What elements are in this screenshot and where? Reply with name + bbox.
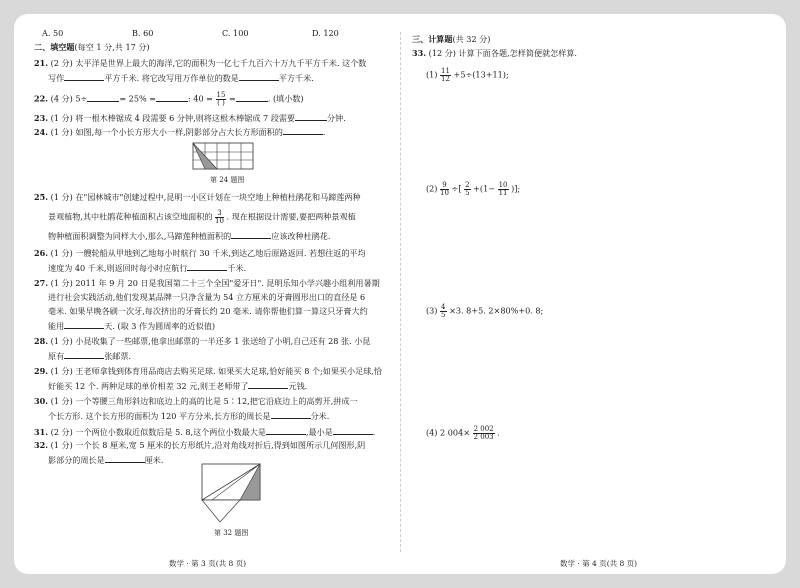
q26-line2: 速度为 40 千米,则返回时每小时应航行 千米. xyxy=(48,263,247,273)
q23-line: 23. (1 分) 将一根木棒锯成 4 段需要 6 分钟,则将这根木棒锯成 7 段需要 分钟. xyxy=(34,113,346,123)
q27-line3: 毫米. 如果早晚各刷一次牙,每次挤出的牙膏长约 20 毫米. 请你帮他们算一算这只牙膏大约 xyxy=(48,306,368,316)
q26-line1: 26. (1 分) 一艘轮船从甲地到乙地每小时航行 30 千米,到达乙地后原路返回. 若想往返的平均 xyxy=(34,248,366,258)
q30-line1: 30. (1 分) 一个等腰三角形斜边和底边上的高的比是 5∶12,把它沿底边上的高剪开,拼成一 xyxy=(34,396,358,406)
q33-part2: (2) $\frac{9}{10}$ ÷[ $\frac{2}{5}$ +(1− $\frac{10}{11}$ )]; xyxy=(426,181,521,197)
q32-line1: 32. (1 分) 一个长 8 厘米,宽 5 厘米的长方形纸片,沿对角线对折后,得到如图所示几何图形,阴 xyxy=(34,440,366,450)
q29-line2: 好能买 12 个. 两种足球的单价相差 32 元,则王老师带了 元钱. xyxy=(48,381,308,391)
q33-part4: (4) 2 004× $\frac{2 002}{2 003}$ . xyxy=(426,425,500,441)
q33-part1: (1) $\frac{11}{12}$ +5÷(13+11); xyxy=(426,67,509,83)
option-a: A. 50 xyxy=(42,28,64,38)
footer-right: 数学 · 第 4 页(共 8 页) xyxy=(560,559,638,568)
q32-line2: 影部分的周长是 厘米. xyxy=(48,455,164,465)
q28-line1: 28. (1 分) 小昆收集了一些邮票,他拿出邮票的一半还多 1 张送给了小明,自己还有 28 张. 小昆 xyxy=(34,336,371,346)
option-b: B. 60 xyxy=(132,28,154,38)
q31-line: 31. (2 分) 一个两位小数取近似数后是 5. 8,这个两位小数最大是 ,最小是 . xyxy=(34,427,376,437)
q27-line2: 进行社会实践活动,他们发现某品牌一只净含量为 54 立方厘米的牙膏圆形出口的直径是 6 xyxy=(48,292,366,302)
q30-line2: 个长方形. 这个长方形的面积为 120 平方分米,长方形的周长是 分米. xyxy=(48,411,330,421)
q32-figure xyxy=(192,462,272,526)
option-c: C. 100 xyxy=(222,28,249,38)
page-divider xyxy=(400,32,401,552)
q24-caption: 第 24 题图 xyxy=(210,176,245,184)
q21-line2: 写作 平方千米. 将它改写用万作单位的数是 平方千米. xyxy=(48,73,314,83)
q27-line1: 27. (1 分) 2011 年 9 月 20 日是我国第二十三个全国"爱牙日". 昆明乐知小学兴趣小组利用暑期 xyxy=(34,278,380,288)
option-d: D. 120 xyxy=(312,28,339,38)
q22-line: 22. (4 分) 5÷ = 25% = : 40 = $\frac{15}{( )}$ = . (填小数) xyxy=(34,91,304,107)
q32-caption: 第 32 题图 xyxy=(214,529,249,537)
q25-line3: 物种植面积调整为同样大小,那么,马蹄莲种植面积的 应该改种杜鹃花. xyxy=(48,231,331,241)
q33-part3: (3) $\frac{4}{5}$ ×3. 8+5. 2×80%+0. 8; xyxy=(426,303,544,319)
q25-line1: 25. (1 分) 在"园林城市"创建过程中,昆明一小区计划在一块空地上种植杜鹃花和马蹄莲两种 xyxy=(34,192,361,202)
exam-sheet xyxy=(14,14,786,574)
q22-fraction: $\frac{15}{( )}$ xyxy=(216,91,226,107)
q28-line2: 原有 张邮票. xyxy=(48,351,132,361)
section2-heading: 二、填空题(每空 1 分,共 17 分) xyxy=(34,42,150,52)
q24-figure xyxy=(192,142,256,172)
q24-line: 24. (1 分) 如图,每一个小长方形大小一样,阴影部分占大长方形面积的 . xyxy=(34,127,326,137)
footer-left: 数学 · 第 3 页(共 8 页) xyxy=(169,559,247,568)
q25-fraction: $\frac{3}{10}$ xyxy=(215,209,224,225)
section3-heading: 三、计算题(共 32 分) xyxy=(412,34,491,44)
q33-intro: 33. (12 分) 计算下面各题,怎样简便就怎样算. xyxy=(412,48,577,58)
q25-line2: 景观植物,其中杜鹃花种植面积占该空地面积的 $\frac{3}{10}$ . 现在根据设计需要,要把两种景观植 xyxy=(48,209,356,225)
q29-line1: 29. (1 分) 王老师拿钱到体育用品商店去购买足球. 如果买大足球,恰好能买 8 个;如果买小足球,恰 xyxy=(34,366,382,376)
q27-line4: 能用 天. (取 3 作为圆周率的近似值) xyxy=(48,321,215,331)
q21-line1: 21. (2 分) 太平洋是世界上最大的海洋,它的面积为一亿七千九百六十万九千平方千米. 这个数 xyxy=(34,58,367,68)
